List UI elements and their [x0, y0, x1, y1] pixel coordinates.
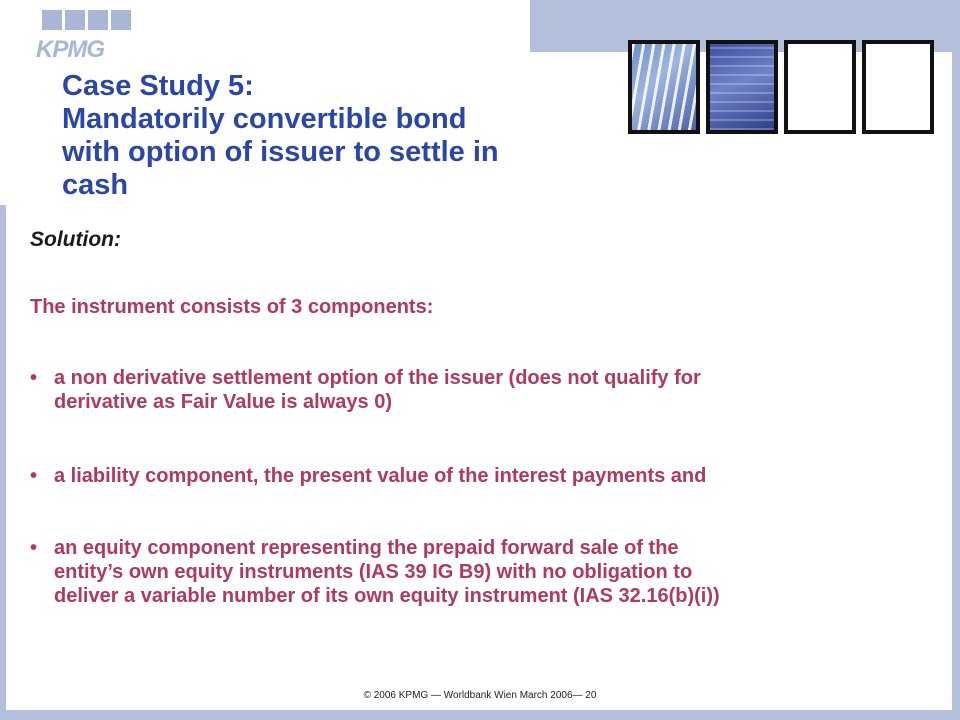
logo-boxes [42, 10, 131, 30]
header-photo-thumbnail [628, 40, 700, 134]
empty-frame [784, 40, 856, 134]
title-line: Mandatorily convertible bond [62, 103, 467, 135]
header-image-strip [628, 40, 934, 134]
title-line: cash [62, 169, 129, 201]
logo-box [111, 10, 131, 30]
bullet-line: a non derivative settlement option of the issuer (does not qualify for [54, 367, 701, 389]
footer-text: © 2006 KPMG — Worldbank Wien March 2006— 20 [363, 690, 597, 701]
left-decorative-stripe [0, 205, 6, 720]
bullet-line: derivative as Fair Value is always 0) [54, 391, 392, 413]
logo-box [65, 10, 85, 30]
bullet-item [30, 464, 950, 488]
logo-box [42, 10, 62, 30]
bottom-decorative-stripe [0, 710, 960, 720]
bullet-line: entity’s own equity instruments (IAS 39 IG B9) with no obligation to [54, 561, 693, 583]
bullet-item [30, 536, 950, 608]
slide-title [62, 70, 602, 202]
bullet-marker: • [30, 367, 38, 389]
bullet-line: deliver a variable number of its own equity instrument (IAS 32.16(b)(i)) [54, 585, 720, 607]
intro-text: The instrument consists of 3 components: [30, 296, 434, 318]
header-photo-thumbnail [706, 40, 778, 134]
logo-box [88, 10, 108, 30]
kpmg-logo [36, 10, 132, 62]
solution-heading: Solution: [30, 228, 121, 251]
logo-wordmark: KPMG [36, 36, 104, 63]
title-line: Case Study 5: [62, 70, 254, 102]
bullet-line: an equity component representing the prepaid forward sale of the [54, 537, 679, 559]
bullet-line: a liability component, the present value of the interest payments and [54, 465, 707, 487]
bullet-item [30, 366, 950, 414]
bullet-marker: • [30, 537, 38, 559]
title-line: with option of issuer to settle in [62, 136, 499, 168]
empty-frame [862, 40, 934, 134]
bullet-marker: • [30, 465, 38, 487]
right-decorative-stripe [952, 52, 960, 720]
